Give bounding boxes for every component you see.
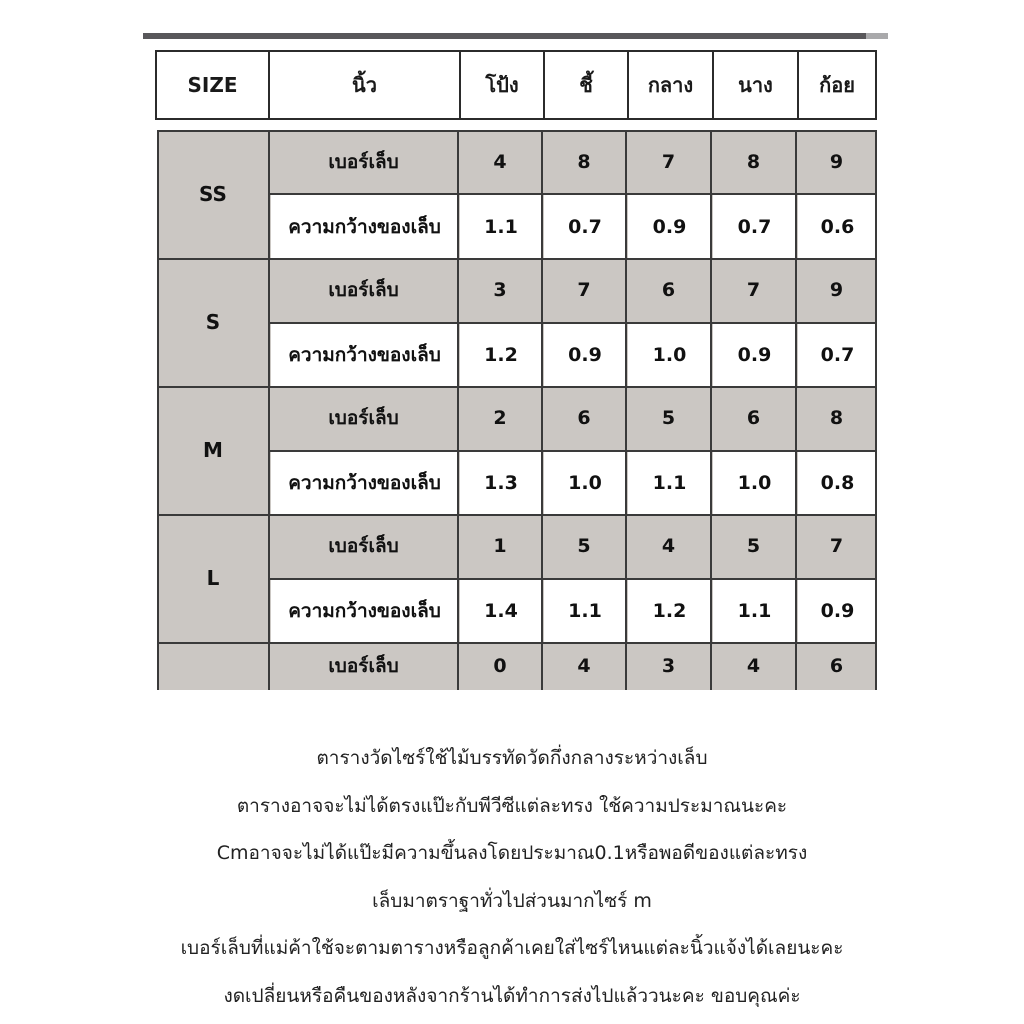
- note-line: ตารางวัดไซร์ใช้ไม้บรรทัดวัดกึ่งกลางระหว่างเล็บ: [316, 747, 708, 769]
- width-cell: 1.3: [460, 452, 542, 514]
- number-cell: 5: [661, 407, 676, 429]
- size-cell: S: [205, 310, 221, 334]
- grid-line-horizontal: [157, 386, 877, 388]
- number-cell: 3: [661, 655, 676, 677]
- width-cell: 1.2: [460, 324, 542, 386]
- note-line: Cmอาจจะไม่ได้แป๊ะมีความขึ้นลงโดยประมาณ0.1หรือพอดีของแต่ละทรง: [216, 842, 808, 864]
- number-cell: 6: [661, 279, 676, 301]
- number-cell: 4: [493, 150, 507, 173]
- number-cell: 4: [661, 535, 676, 557]
- number-cell: 0: [493, 655, 507, 677]
- size-cell: M: [203, 438, 223, 462]
- width-cell: 1.1: [460, 195, 542, 258]
- width-cell: 1.0: [628, 324, 711, 386]
- header-inch: นิ้ว: [268, 52, 459, 118]
- header-finger-middle: กลาง: [627, 52, 712, 118]
- width-cell: 0.8: [798, 452, 877, 514]
- table-header: [155, 50, 877, 120]
- header-size: SIZE: [187, 73, 238, 97]
- note-line: เบอร์เล็บที่แม่ค้าใช้จะตามตารางหรือลูกค้าเคยใส่ไซร์ไหนแต่ละนิ้วแจ้งได้เลยนะคะ: [180, 937, 844, 959]
- width-cell: 1.2: [628, 580, 711, 642]
- grid-line-vertical: [541, 130, 543, 690]
- notes: [100, 735, 924, 1020]
- width-cell: 1.1: [544, 580, 626, 642]
- width-cell: 0.9: [713, 324, 796, 386]
- width-cell: 1.1: [713, 580, 796, 642]
- header-finger-thumb: โป้ง: [459, 52, 543, 118]
- row-label-number: เบอร์เล็บ: [328, 279, 399, 301]
- number-cell: 2: [493, 407, 507, 429]
- grid-line-vertical: [795, 130, 797, 690]
- grid-line-horizontal: [157, 130, 877, 132]
- number-cell: 7: [661, 150, 676, 173]
- row-label-number: เบอร์เล็บ: [328, 535, 399, 557]
- number-cell: 6: [746, 407, 761, 429]
- width-cell: 0.9: [544, 324, 626, 386]
- grid-line-horizontal: [157, 258, 877, 260]
- row-label-width: ความกว้างของเล็บ: [271, 324, 458, 386]
- grid-line-vertical: [710, 130, 712, 690]
- grid-line-vertical: [625, 130, 627, 690]
- size-table: [157, 130, 877, 690]
- grid-border-left: [157, 130, 159, 690]
- width-cell: 0.7: [713, 195, 796, 258]
- number-cell: 7: [577, 279, 591, 301]
- width-cell: 0.7: [798, 324, 877, 386]
- row-label-number: เบอร์เล็บ: [328, 407, 399, 429]
- grid-line-vertical: [268, 130, 270, 690]
- note-line: งดเปลี่ยนหรือคืนของหลังจากร้านได้ทำการส่งไปแล้ววนะคะ ขอบคุณค่ะ: [223, 984, 801, 1007]
- number-cell: 9: [829, 279, 844, 301]
- grid-line-horizontal: [157, 514, 877, 516]
- number-cell: 6: [577, 407, 591, 429]
- number-cell: 8: [577, 150, 591, 173]
- number-cell: 4: [577, 655, 591, 677]
- number-cell: 5: [577, 535, 591, 557]
- size-cell: [157, 642, 269, 690]
- width-cell: 0.6: [798, 195, 877, 258]
- size-cell: L: [206, 566, 220, 590]
- number-cell: 8: [829, 407, 844, 429]
- number-cell: 4: [746, 655, 761, 677]
- number-cell: 1: [493, 535, 507, 557]
- number-cell: 6: [829, 655, 844, 677]
- width-cell: 1.1: [628, 452, 711, 514]
- header-finger-ring: นาง: [712, 52, 797, 118]
- number-cell: 9: [829, 150, 844, 173]
- grid-line-horizontal: [269, 450, 877, 452]
- width-cell: 1.4: [460, 580, 542, 642]
- size-cell: SS: [199, 182, 227, 206]
- width-cell: 0.9: [628, 195, 711, 258]
- number-cell: 7: [829, 535, 844, 557]
- grid-line-horizontal: [269, 578, 877, 580]
- grid-line-horizontal: [157, 642, 877, 644]
- width-cell: 1.0: [713, 452, 796, 514]
- note-line: เล็บมาตราฐาทั่วไปส่วนมากไซร์ m: [372, 889, 652, 912]
- header-finger-pinky: ก้อย: [797, 52, 875, 118]
- top-divider-end: [866, 33, 888, 39]
- row-label-width: ความกว้างของเล็บ: [271, 452, 458, 514]
- header-finger-index: ชี้: [543, 52, 627, 118]
- width-cell: 1.0: [544, 452, 626, 514]
- row-label-number: เบอร์เล็บ: [328, 655, 399, 677]
- note-line: ตารางอาจจะไม่ได้ตรงแป๊ะกับพีวีซีแต่ละทรง ใช้ความประมาณนะคะ: [236, 794, 788, 817]
- grid-border-right: [875, 130, 877, 690]
- width-cell: 0.7: [544, 195, 626, 258]
- number-cell: 7: [746, 279, 761, 301]
- row-label-width: ความกว้างของเล็บ: [271, 580, 458, 642]
- grid-line-vertical: [457, 130, 459, 690]
- number-cell: 8: [746, 150, 761, 173]
- number-cell: 5: [746, 535, 761, 557]
- grid-line-horizontal: [269, 322, 877, 324]
- row-label-number: เบอร์เล็บ: [328, 150, 399, 173]
- top-divider: [143, 33, 888, 39]
- number-cell: 3: [493, 279, 507, 301]
- width-cell: 0.9: [798, 580, 877, 642]
- grid-line-horizontal: [269, 193, 877, 195]
- row-label-width: ความกว้างของเล็บ: [271, 195, 458, 258]
